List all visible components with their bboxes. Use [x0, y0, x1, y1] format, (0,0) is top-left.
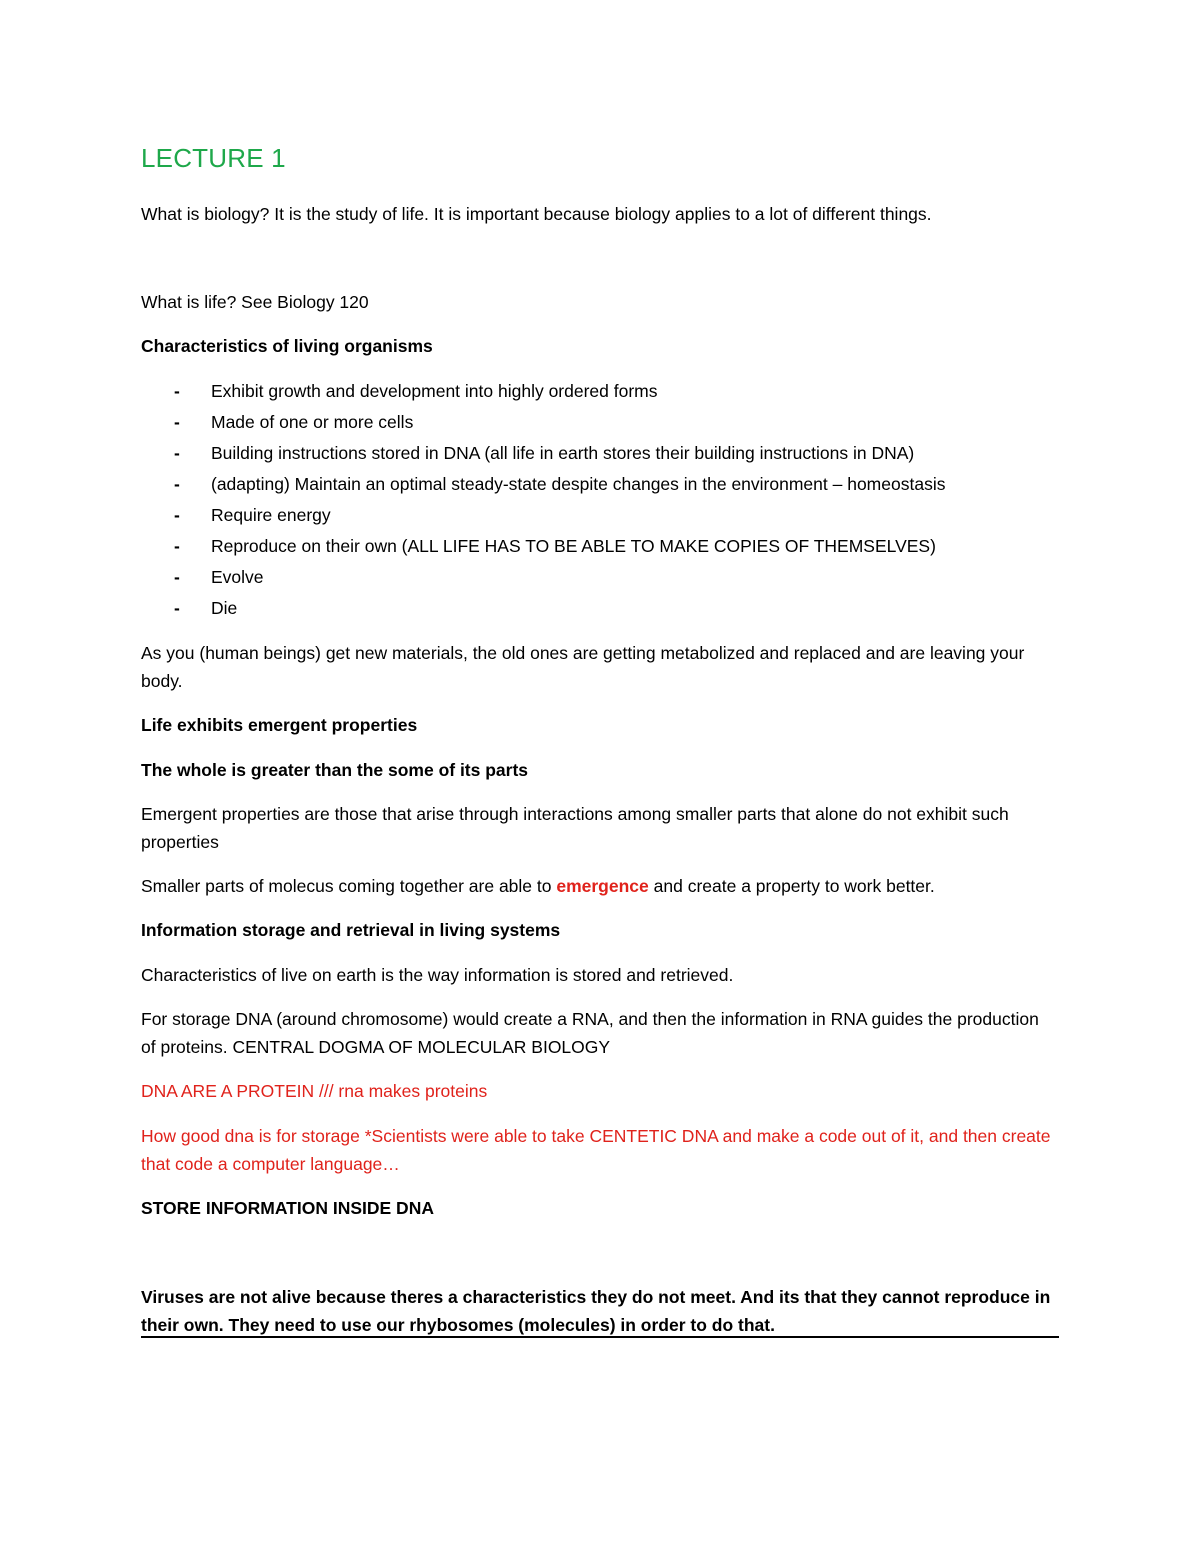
intro-text: What is biology? It is the study of life. It is important because biology applies to a lot of different things.	[141, 204, 932, 224]
information-heading: Information storage and retrieval in living systems	[141, 920, 561, 940]
list-item-text: (adapting) Maintain an optimal steady-state despite changes in the environment – homeostasis	[211, 474, 946, 494]
lecture-heading: LECTURE 1	[141, 143, 286, 173]
emergence-sentence	[141, 872, 935, 900]
storage-paragraph: For storage DNA (around chromosome) would create a RNA, and then the information in RNA guides the production of proteins. CENTRAL DOGMA OF MOLECULAR BIOLOGY	[141, 1009, 1039, 1057]
paragraph-bottom-rule	[141, 1336, 1059, 1338]
list-item-text: Reproduce on their own (ALL LIFE HAS TO BE ABLE TO MAKE COPIES OF THEMSELVES)	[211, 536, 936, 556]
metabolism-paragraph: As you (human beings) get new materials, the old ones are getting metabolized and replaced and are leaving your body.	[141, 643, 1025, 691]
information-note: Characteristics of live on earth is the way information is stored and retrieved.	[141, 965, 734, 985]
emergent-definition-paragraph: Emergent properties are those that arise through interactions among smaller parts that alone do not exhibit such properties	[141, 804, 1009, 852]
list-item-text: Exhibit growth and development into highly ordered forms	[211, 381, 658, 401]
list-item-text: Evolve	[211, 567, 264, 587]
bullet-dash: -	[174, 536, 180, 556]
list-item-text: Require energy	[211, 505, 331, 525]
bullet-dash: -	[174, 381, 180, 401]
red-note-storage: How good dna is for storage *Scientists were able to take CENTETIC DNA and make a code out of it, and then create that code a computer language…	[141, 1126, 1051, 1174]
bullet-dash: -	[174, 567, 180, 587]
emergent-heading: Life exhibits emergent properties	[141, 715, 418, 735]
emergence-keyword: emergence	[556, 876, 649, 896]
list-item-text: Die	[211, 598, 238, 618]
red-note-protein: DNA ARE A PROTEIN /// rna makes proteins	[141, 1081, 488, 1101]
bullet-dash: -	[174, 412, 180, 432]
bullet-dash: -	[174, 598, 180, 618]
viruses-paragraph: Viruses are not alive because theres a characteristics they do not meet. And its that they cannot reproduce in their own. They need to use our rhybosomes (molecules) in order to do that.	[141, 1287, 1051, 1335]
what-is-life-text: What is life? See Biology 120	[141, 292, 369, 312]
store-heading: STORE INFORMATION INSIDE DNA	[141, 1198, 434, 1218]
bullet-dash: -	[174, 443, 180, 463]
bullet-dash: -	[174, 474, 180, 494]
whole-heading: The whole is greater than the some of its parts	[141, 760, 529, 780]
list-item-text: Building instructions stored in DNA (all life in earth stores their building instructions in DNA)	[211, 443, 915, 463]
emergence-sentence-after: and create a property to work better.	[648, 876, 935, 896]
emergence-sentence-before: Smaller parts of molecus coming together are able to	[141, 876, 557, 896]
bullet-dash: -	[174, 505, 180, 525]
characteristics-heading: Characteristics of living organisms	[141, 336, 433, 356]
list-item-text: Made of one or more cells	[211, 412, 414, 432]
